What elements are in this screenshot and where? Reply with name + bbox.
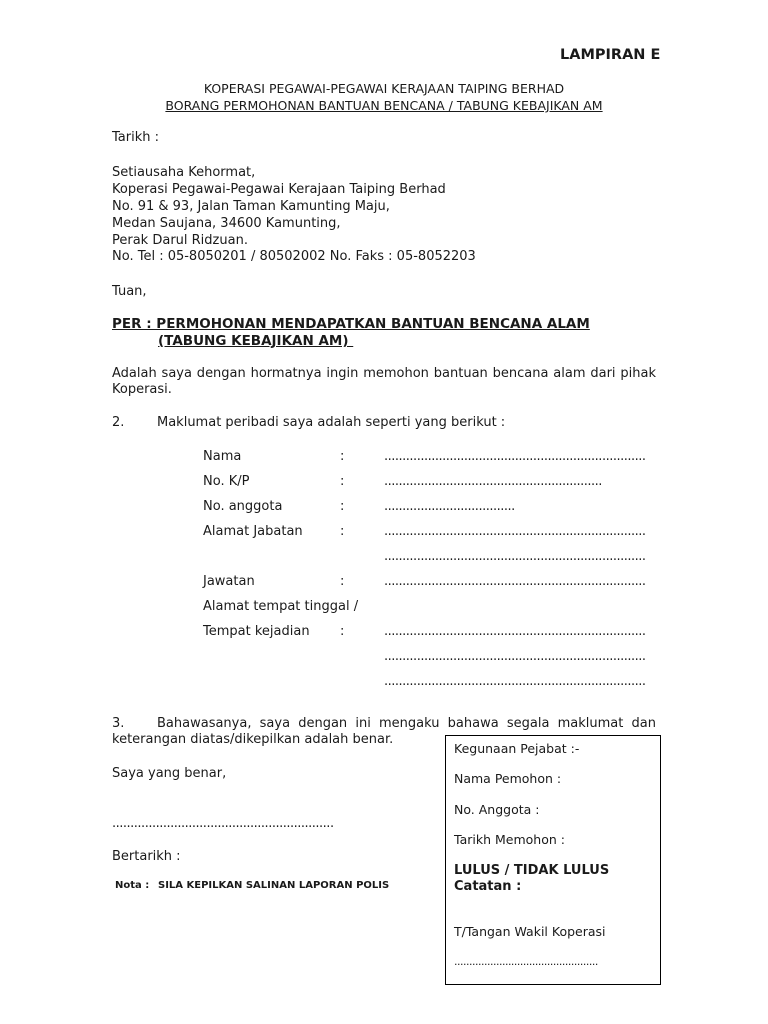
office-tarikh-memohon: Tarikh Memohon : [454, 832, 565, 847]
field-colon: : [340, 449, 345, 464]
field-dots-anggota: .................................... [384, 499, 515, 514]
field-colon: : [340, 574, 345, 589]
paragraph-1-line-1: Adalah saya dengan hormatnya ingin memohon bantuan bencana alam dari pihak [112, 366, 656, 381]
field-dots-tempat-3: ........................................................................ [384, 674, 646, 689]
office-tandatangan: T/Tangan Wakil Koperasi [454, 924, 606, 939]
bertarikh-label: Bertarikh : [112, 849, 181, 864]
org-title: KOPERASI PEGAWAI-PEGAWAI KERAJAAN TAIPING BERHAD [203, 81, 565, 96]
field-dots-tempat-2: ........................................................................ [384, 649, 646, 664]
office-lulus: LULUS / TIDAK LULUS [454, 863, 610, 878]
paragraph-2-text: Maklumat peribadi saya adalah seperti yang berikut : [157, 415, 506, 430]
paragraph-3-line-2: keterangan diatas/dikepilkan adalah benar. [112, 732, 394, 747]
field-label-anggota: No. anggota [203, 499, 283, 514]
nota-label: Nota : [115, 880, 150, 891]
field-colon: : [340, 499, 345, 514]
field-dots-alamat-jabatan-2: ........................................................................ [384, 549, 646, 564]
lampiran-label: LAMPIRAN E [560, 47, 661, 63]
office-signature-line: ................................................ [454, 955, 598, 968]
office-nama-pemohon: Nama Pemohon : [454, 771, 562, 786]
subject-line-2: (TABUNG KEBAJIKAN AM) [158, 333, 354, 349]
paragraph-2-number: 2. [112, 415, 125, 430]
field-label-alamat-tinggal: Alamat tempat tinggal / [203, 599, 359, 614]
paragraph-3-line-1: Bahawasanya, saya dengan ini mengaku bahawa segala maklumat dan [157, 716, 656, 731]
tarikh-label: Tarikh : [112, 130, 159, 145]
signature-line: ............................................................. [112, 816, 334, 831]
address-line: Medan Saujana, 34600 Kamunting, [112, 216, 341, 231]
address-line: No. Tel : 05-8050201 / 80502002 No. Faks : 05-8052203 [112, 249, 476, 264]
office-use-box [445, 735, 661, 985]
field-dots-nama: ........................................................................ [384, 449, 646, 464]
field-colon: : [340, 474, 345, 489]
office-title: Kegunaan Pejabat :- [454, 741, 580, 756]
field-dots-alamat-jabatan-1: ........................................................................ [384, 524, 646, 539]
address-line: Koperasi Pegawai-Pegawai Kerajaan Taiping Berhad [112, 182, 446, 197]
field-dots-jawatan: ........................................................................ [384, 574, 646, 589]
address-line: Setiausaha Kehormat, [112, 165, 256, 180]
field-label-nama: Nama [203, 449, 242, 464]
address-line: Perak Darul Ridzuan. [112, 233, 248, 248]
paragraph-1-line-2: Koperasi. [112, 382, 172, 397]
field-label-nokp: No. K/P [203, 474, 250, 489]
field-label-tempat-kejadian: Tempat kejadian [203, 624, 310, 639]
subject-line-1: PER : PERMOHONAN MENDAPATKAN BANTUAN BENCANA ALAM [112, 316, 590, 332]
closing: Saya yang benar, [112, 766, 227, 781]
field-label-jawatan: Jawatan [203, 574, 255, 589]
address-line: No. 91 & 93, Jalan Taman Kamunting Maju, [112, 199, 390, 214]
field-colon: : [340, 524, 345, 539]
form-title: BORANG PERMOHONAN BANTUAN BENCANA / TABUNG KEBAJIKAN AM [165, 98, 603, 113]
nota-text: SILA KEPILKAN SALINAN LAPORAN POLIS [158, 880, 390, 891]
field-dots-tempat-1: ........................................................................ [384, 624, 646, 639]
office-no-anggota: No. Anggota : [454, 802, 540, 817]
paragraph-3-number: 3. [112, 716, 125, 731]
salutation: Tuan, [112, 284, 147, 299]
field-dots-nokp: ............................................................ [384, 474, 602, 489]
field-colon: : [340, 624, 345, 639]
office-catatan: Catatan : [454, 879, 522, 894]
field-label-alamat-jabatan: Alamat Jabatan [203, 524, 303, 539]
